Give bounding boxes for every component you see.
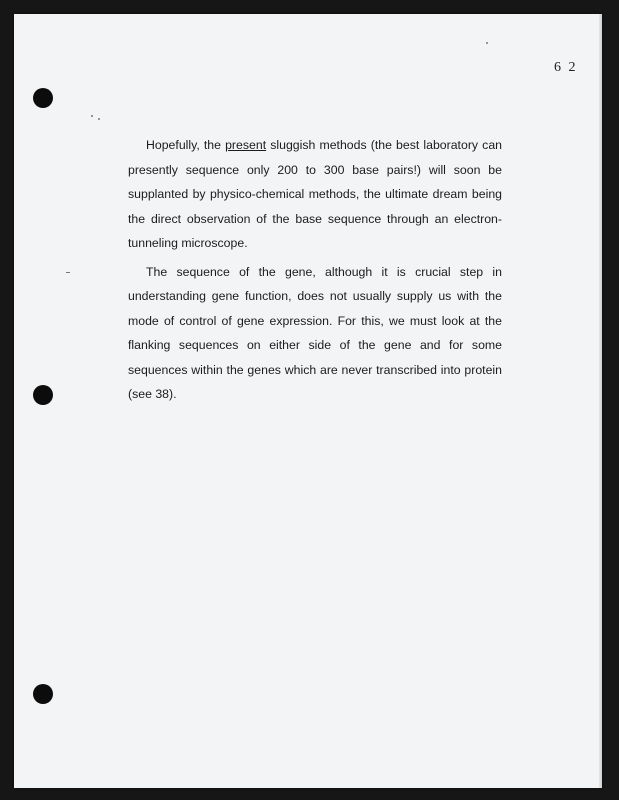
paragraph-1 [128,133,502,256]
paper-sheet [14,14,602,788]
scan-speck [486,42,488,44]
scan-speck [66,272,70,273]
page-number: 6 2 [554,60,578,75]
sheet-edge-shadow [599,14,602,788]
paragraph-1-start: Hopefully, the [146,138,226,152]
paragraph-2: The sequence of the gene, although it is crucial step in understanding gene function, does not usually supply us with the mode of control of gene expression. For this, we must look at the flanking sequences on either side of the gene and for some sequences within the genes which are never transcribed into protein (see 38). [128,264,502,401]
punch-hole-icon [33,385,53,405]
scan-speck [91,115,93,117]
scan-speck [98,118,100,120]
punch-hole-icon [33,684,53,704]
underlined-word: present [225,138,267,152]
punch-hole-icon [33,88,53,108]
paragraph-1-rest: sluggish methods (the best laboratory can presently sequence only 200 to 300 base pairs!) will soon be supplanted by physico-chemical methods, the ultimate dream being the direct observation of the base sequence through an electron-tunneling microscope. [128,138,502,250]
body-text [128,133,502,411]
